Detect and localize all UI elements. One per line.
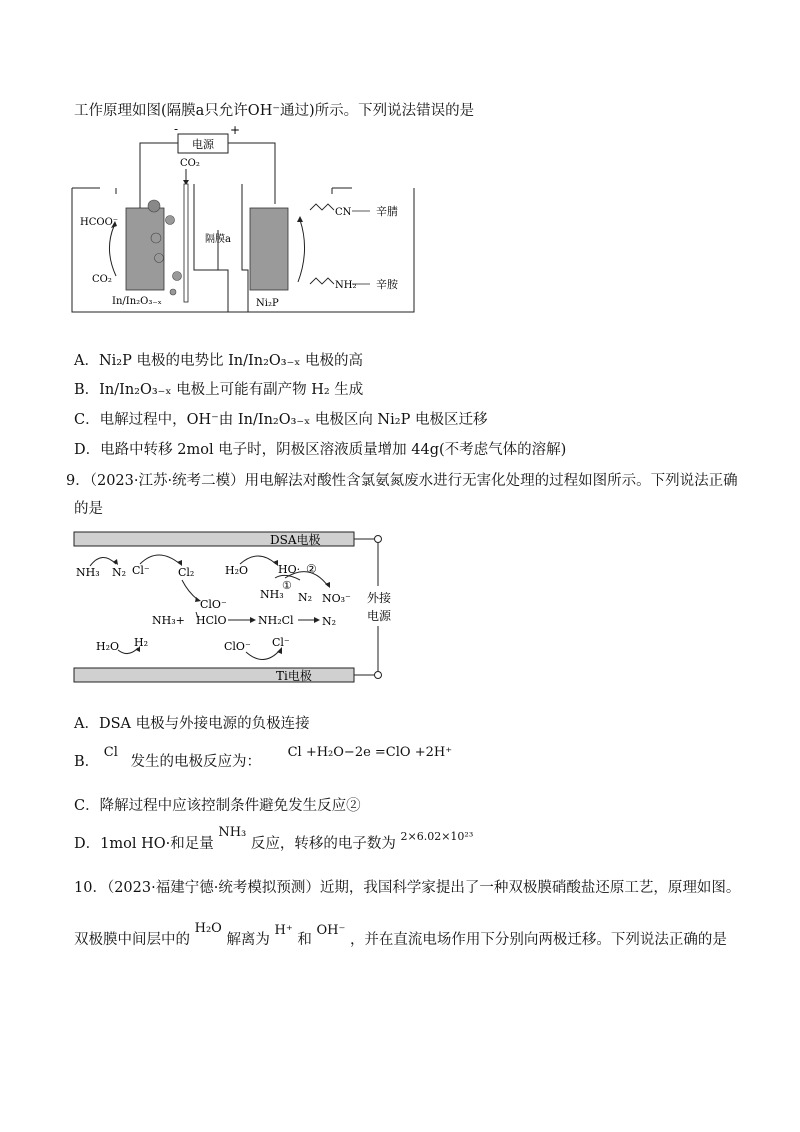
- q10-stem-oh-minus: OH⁻: [316, 923, 346, 938]
- q8-option-b: B．In/In₂O₃₋ₓ 电极上可能有副产物 H₂ 生成: [74, 382, 364, 398]
- anode-label: Ni₂P: [256, 298, 279, 309]
- minus-sign: -: [174, 122, 179, 136]
- wire-right: [228, 143, 275, 204]
- q9-option-b-equation: Cl +H₂O−2e =ClO +2H⁺: [287, 745, 453, 760]
- cathode-electrode: [126, 208, 164, 290]
- cn-label: CN: [335, 207, 352, 218]
- co2-top-label: CO₂: [180, 158, 200, 169]
- ti-electrode: [74, 668, 354, 682]
- h2o-label-a: H₂O: [225, 564, 249, 577]
- q9-option-c: C．降解过程中应该控制条件避免发生反应②: [74, 798, 361, 814]
- external-label-2: 电源: [367, 609, 392, 623]
- nh3-label-b: NH₃: [260, 588, 284, 601]
- q9-option-d-value: 2×6.02×10²³: [400, 830, 474, 843]
- reaction-1-marker: ①: [282, 579, 292, 592]
- q10-stem-text-a: 双极膜中间层中的: [74, 932, 190, 948]
- wire-left: [140, 143, 178, 208]
- power-label: 电源: [192, 138, 214, 151]
- q9-option-d-prefix: D．1mol HO·和足量: [74, 836, 214, 852]
- plus-sign: +: [230, 123, 241, 137]
- cl-minus-label-b: Cl⁻: [272, 636, 290, 649]
- nh2cl-label: NH₂Cl: [258, 614, 294, 627]
- hclo-label: HClO: [196, 614, 227, 627]
- clo-label-b: ClO⁻: [224, 640, 251, 653]
- ho-radical-label: HO·: [278, 563, 301, 576]
- ti-label: Ti电极: [276, 669, 312, 683]
- tank: [72, 188, 414, 312]
- q9-option-d-text: 反应，转移的电子数为: [250, 836, 396, 852]
- q9-option-b-cl: Cl: [103, 745, 118, 760]
- nh3-plus-label: NH₃+: [152, 614, 185, 627]
- q10-stem-text-b: 解离为: [226, 932, 270, 948]
- dsa-label: DSA电极: [270, 533, 321, 547]
- no3-label: NO₃⁻: [322, 592, 351, 605]
- octylamine-label: 辛胺: [376, 278, 398, 291]
- n2-label-b: N₂: [298, 591, 313, 604]
- q9-option-b-prefix: B．: [74, 754, 100, 770]
- reaction-2-marker: ②: [306, 562, 317, 576]
- q8-option-a: A．Ni₂P 电极的电势比 In/In₂O₃₋ₓ 电极的高: [74, 353, 364, 369]
- h2-label: H₂: [134, 636, 149, 649]
- q8-electrolysis-figure: [70, 122, 420, 318]
- q9-option-a: A．DSA 电极与外接电源的负极连接: [74, 716, 310, 732]
- cathode-label: In/In₂O₃₋ₓ: [112, 296, 162, 307]
- cl2-label: Cl₂: [178, 566, 195, 579]
- q9-option-b: [74, 745, 453, 773]
- q10-stem-line-1: 10．（2023·福建宁德·统考模拟预测）近期，我国科学家提出了一种双极膜硝酸盐还原工艺，原理如图。: [74, 880, 741, 896]
- n2-label-a: N₂: [112, 566, 127, 579]
- external-label-1: 外接: [367, 591, 392, 605]
- q10-stem-line-2: [74, 921, 727, 951]
- q8-option-c: C．电解过程中，OH⁻由 In/In₂O₃₋ₓ 电极区向 Ni₂P 电极区迁移: [74, 412, 488, 428]
- q8-option-d: D．电路中转移 2mol 电子时，阴极区溶液质量增加 44g(不考虑气体的溶解): [74, 442, 567, 458]
- q10-stem-text-c: 和: [297, 932, 312, 948]
- q10-stem-text-d: ，并在直流电场作用下分别向两极迁移。下列说法正确的是: [349, 932, 727, 948]
- nh3-label-a: NH₃: [76, 566, 100, 579]
- q9-option-d-nh3: NH₃: [218, 825, 247, 840]
- n2-label-c: N₂: [322, 615, 337, 628]
- membrane-label: 隔膜a: [205, 234, 231, 245]
- clo-label-a: ClO⁻: [200, 598, 227, 611]
- q9-electrolysis-figure: [70, 528, 400, 688]
- hcoo-label: HCOO⁻: [80, 217, 119, 228]
- octanenitrile-label: 辛腈: [376, 205, 398, 218]
- h2o-label-b: H₂O: [96, 640, 120, 653]
- q9-stem-line-2: 的是: [74, 501, 103, 517]
- intro-line: 工作原理如图(隔膜a只允许OH⁻通过)所示。下列说法错误的是: [74, 103, 475, 119]
- q9-option-d: [74, 825, 474, 855]
- q10-stem-h-plus: H⁺: [274, 923, 293, 938]
- q9-option-b-text: 发生的电极反应为：: [130, 754, 261, 770]
- q10-stem-h2o: H₂O: [194, 921, 222, 936]
- nh2-label: NH₂: [335, 280, 357, 291]
- terminal-top: [375, 536, 382, 543]
- co2-left-label: CO₂: [92, 274, 112, 285]
- anode-electrode: [250, 208, 288, 290]
- q9-stem-line-1: 9．（2023·江苏·统考二模）用电解法对酸性含氯氨氮废水进行无害化处理的过程如图所示。下列说法正确: [66, 473, 738, 489]
- cl-minus-label-a: Cl⁻: [132, 564, 150, 577]
- terminal-bottom: [375, 672, 382, 679]
